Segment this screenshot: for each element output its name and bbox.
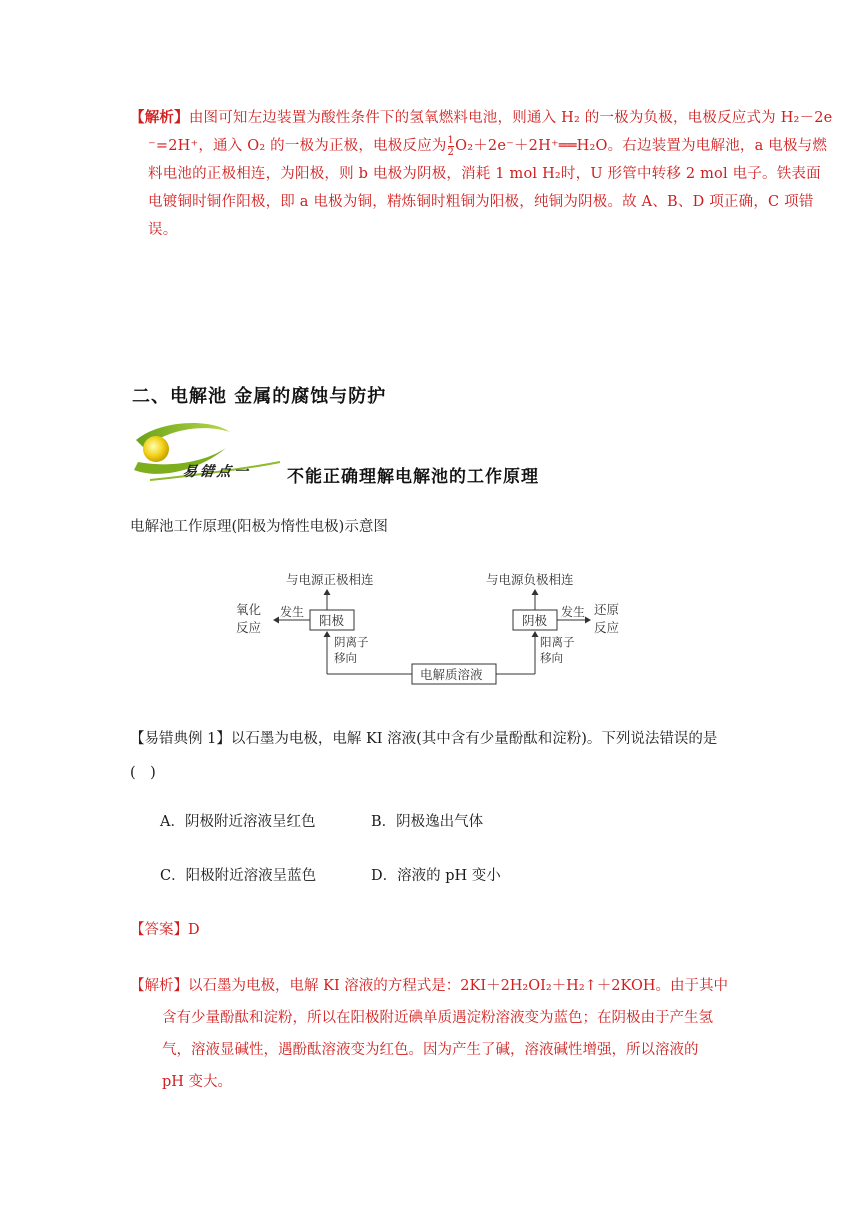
analysis-tag: 【解析】 [130, 109, 189, 126]
anion-label-1: 阴离子 [334, 635, 369, 649]
example-question [130, 722, 750, 790]
reduction-label-2: 反应 [594, 620, 620, 635]
intro-text: 电解池工作原理(阳极为惰性电极)示意图 [130, 519, 388, 535]
sun-icon [143, 436, 169, 462]
fraction-numerator: 1 [447, 134, 455, 146]
analysis-line-1 [130, 104, 840, 132]
option-c: C．阳极附近溶液呈蓝色 [160, 868, 317, 884]
banner-title: 不能正确理解电解池的工作原理 [287, 467, 539, 487]
analysis-text: ⁻=2H⁺，通入 O₂ 的一极为正极，电极反应为 [148, 138, 447, 154]
occur-right-label: 发生 [561, 605, 586, 619]
analysis-block-bottom [130, 970, 730, 1098]
analysis-line-2: 含有少量酚酞和淀粉，所以在阳极附近碘单质遇淀粉溶液变为蓝色；在阴极由于产生氢 [162, 1010, 713, 1026]
analysis-block-top [130, 104, 840, 244]
analysis-line-3: 气，溶液显碱性，遇酚酞溶液变为红色。因为产生了碱，溶液碱性增强，所以溶液的 [162, 1042, 699, 1058]
analysis-line-3: 料电池的正极相连，为阳极，则 b 电极为阴极，消耗 1 mol H₂时，U 形管中转移 2 mol 电子。铁表面 [148, 166, 821, 182]
oxidation-label-1: 氧化 [236, 602, 262, 617]
fraction [448, 135, 455, 158]
analysis-line-1 [130, 970, 730, 1002]
analysis-text: O₂＋2e⁻＋2H⁺══H₂O。右边装置为电解池，a 电极与燃 [455, 138, 828, 154]
anion-label-2: 移向 [334, 651, 357, 665]
question-stem: 【易错典例 1】以石墨为电极，电解 KI 溶液(其中含有少量酚酞和淀粉)。下列说法错误的是 [130, 731, 718, 747]
cation-label-2: 移向 [540, 651, 563, 665]
analysis-line-2 [130, 132, 840, 160]
fraction-denominator: 2 [447, 146, 455, 158]
electrolyte-label: 电解质溶液 [420, 667, 483, 682]
analysis-tag: 【解析】 [130, 978, 188, 994]
cathode-top-label: 与电源负极相连 [486, 572, 574, 587]
banner-tag: 易错点一 [181, 464, 252, 480]
analysis-line-4: pH 变大。 [162, 1074, 233, 1090]
answer [130, 918, 200, 939]
electrolysis-diagram [232, 566, 632, 690]
option-b: B．阴极逸出气体 [371, 814, 484, 830]
analysis-text: 由图可知左边装置为酸性条件下的氢氧燃料电池，则通入 H₂ 的一极为负极，电极反应式为 H₂－2e [188, 110, 833, 126]
option-d: D．溶液的 pH 变小 [371, 868, 501, 884]
analysis-line-4: 电镀铜时铜作阳极，即 a 电极为铜，精炼铜时粗铜为阳极，纯铜为阴极。故 A、B、D 项正确，C 项错 [148, 194, 814, 210]
option-a: A．阴极附近溶液呈红色 [160, 814, 316, 830]
anode-box-label: 阳极 [319, 613, 345, 628]
oxidation-label-2: 反应 [236, 620, 262, 635]
occur-left-label: 发生 [280, 605, 305, 619]
section-heading: 二、电解池 金属的腐蚀与防护 [132, 386, 387, 407]
cation-label-1: 阳离子 [540, 635, 575, 649]
anode-top-label: 与电源正极相连 [286, 572, 374, 587]
answer-value: D [188, 922, 200, 938]
analysis-line-5: 误。 [148, 222, 178, 238]
analysis-text: 以石墨为电极，电解 KI 溶液的方程式是：2KI＋2H₂OI₂＋H₂↑＋2KOH。由于其中 [188, 978, 728, 994]
reduction-label-1: 还原 [594, 602, 620, 617]
question-blank: ( ) [130, 765, 156, 781]
cathode-box-label: 阴极 [522, 613, 548, 628]
answer-tag: 【答案】 [130, 922, 188, 938]
